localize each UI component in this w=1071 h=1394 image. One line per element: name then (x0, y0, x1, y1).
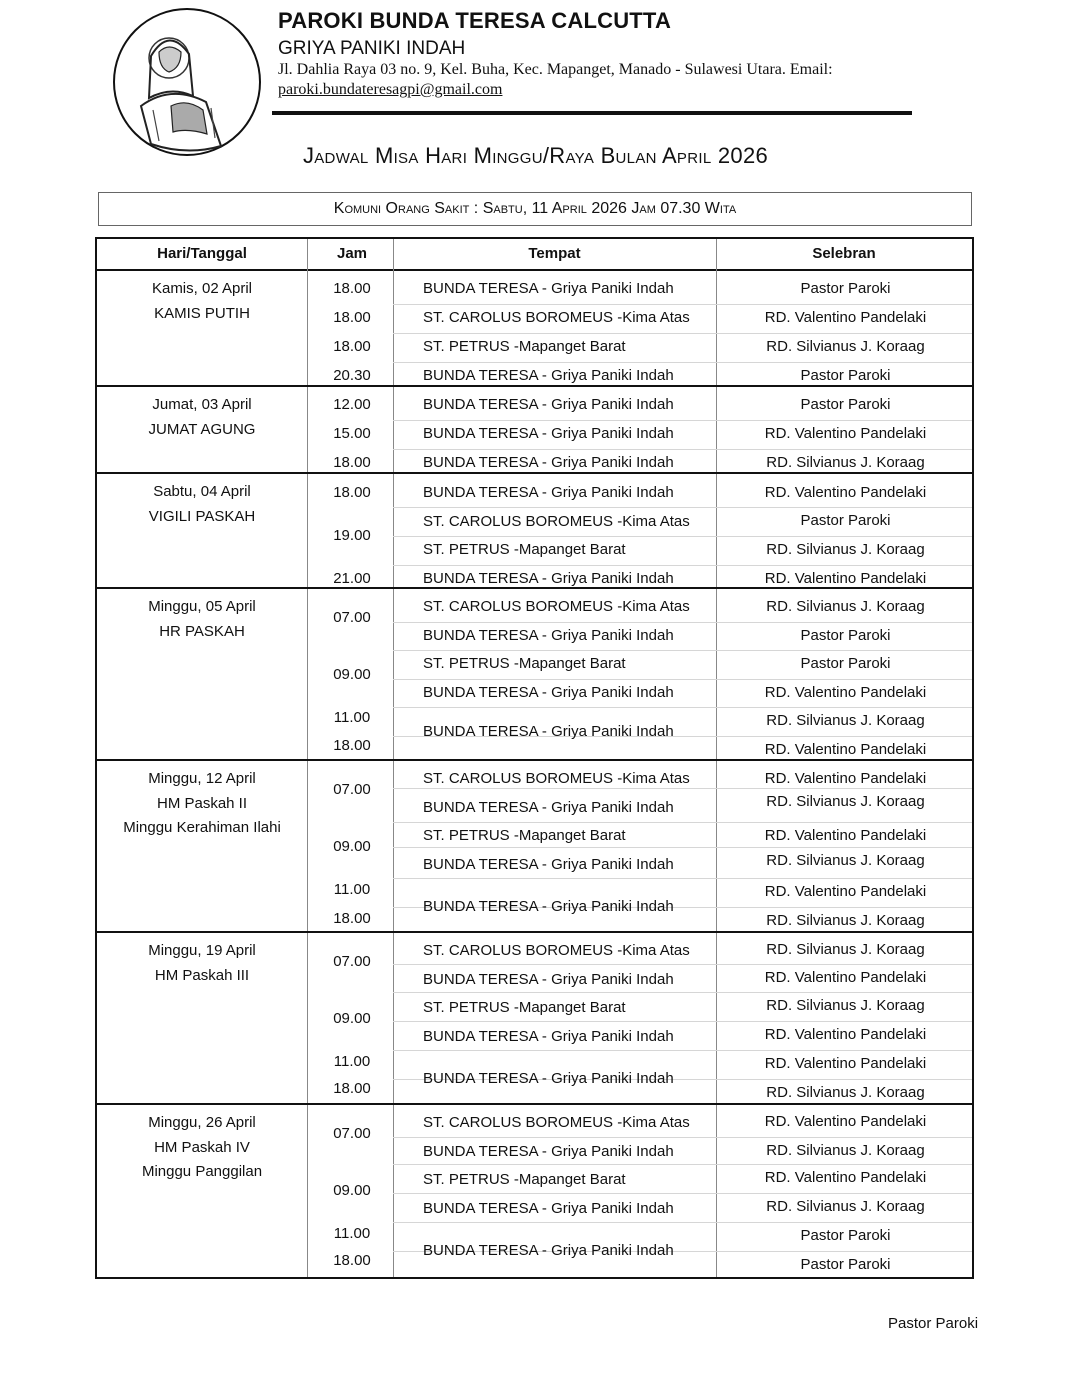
day-cell (97, 939, 307, 988)
row-separator (393, 536, 972, 537)
mass-celebrant: RD. Valentino Pandelaki (764, 1026, 927, 1043)
signature-label: Pastor Paroki (888, 1315, 979, 1332)
mass-celebrant: Pastor Paroki (800, 655, 891, 672)
mass-celebrant: Pastor Paroki (800, 396, 891, 413)
mass-location: ST. CAROLUS BOROMEUS -Kima Atas (423, 309, 690, 326)
row-separator (393, 707, 972, 708)
parish-address-block (278, 60, 928, 100)
mass-location: BUNDA TERESA - Griya Paniki Indah (423, 684, 674, 701)
mass-time: 21.00 (333, 570, 371, 587)
mass-location: BUNDA TERESA - Griya Paniki Indah (423, 484, 674, 501)
mass-celebrant: RD. Valentino Pandelaki (764, 1169, 927, 1186)
mass-celebrant: RD. Valentino Pandelaki (764, 770, 927, 787)
mass-location: BUNDA TERESA - Griya Paniki Indah (423, 799, 674, 816)
mass-celebrant: Pastor Paroki (800, 280, 891, 297)
mass-celebrant: RD. Silvianus J. Koraag (766, 941, 925, 958)
mass-celebrant: RD. Valentino Pandelaki (764, 741, 927, 758)
row-separator (393, 679, 972, 680)
mass-celebrant: RD. Silvianus J. Koraag (766, 997, 925, 1014)
mass-location: BUNDA TERESA - Griya Paniki Indah (423, 856, 674, 873)
mass-time: 18.00 (333, 454, 371, 471)
day-group (97, 933, 972, 1105)
day-occasion: Minggu Panggilan (141, 1163, 263, 1180)
mass-time: 18.00 (333, 737, 371, 754)
day-occasion: HM Paskah III (154, 966, 250, 984)
day-date: Sabtu, 04 April (153, 483, 251, 500)
mass-time: 20.30 (333, 367, 371, 384)
mass-time: 09.00 (333, 666, 371, 683)
day-occasion: JUMAT AGUNG (148, 420, 256, 438)
mass-location: BUNDA TERESA - Griya Paniki Indah (423, 1242, 674, 1259)
mass-celebrant: RD. Silvianus J. Koraag (766, 598, 925, 615)
row-separator (393, 1021, 972, 1022)
mass-location: ST. CAROLUS BOROMEUS -Kima Atas (423, 598, 690, 615)
mass-time: 07.00 (333, 1125, 371, 1142)
row-separator (393, 650, 972, 651)
mass-celebrant: RD. Silvianus J. Koraag (766, 338, 925, 355)
mass-location: BUNDA TERESA - Griya Paniki Indah (423, 1143, 674, 1160)
mass-location: BUNDA TERESA - Griya Paniki Indah (423, 425, 674, 442)
mass-location: ST. PETRUS -Mapanget Barat (423, 655, 626, 672)
mass-celebrant: RD. Silvianus J. Koraag (766, 1198, 925, 1215)
mass-time: 11.00 (333, 881, 371, 898)
row-separator (393, 964, 972, 965)
mass-time: 11.00 (333, 1225, 371, 1242)
row-separator (393, 362, 972, 363)
row-separator (393, 788, 972, 789)
mass-celebrant: RD. Valentino Pandelaki (764, 1055, 927, 1072)
mass-time: 12.00 (333, 396, 371, 413)
mass-celebrant: Pastor Paroki (800, 1227, 891, 1244)
row-separator (393, 507, 972, 508)
day-occasion: Minggu Kerahiman Ilahi (123, 819, 281, 836)
mass-location: ST. CAROLUS BOROMEUS -Kima Atas (423, 770, 690, 787)
mass-location: BUNDA TERESA - Griya Paniki Indah (423, 1028, 674, 1045)
mass-time: 07.00 (333, 781, 371, 798)
row-separator (393, 1164, 972, 1165)
day-occasion: VIGILI PASKAH (148, 507, 256, 525)
mass-time: 07.00 (333, 953, 371, 970)
row-separator (393, 1193, 972, 1194)
row-separator (393, 420, 972, 421)
day-occasion: HM Paskah II (156, 794, 248, 812)
mass-location: BUNDA TERESA - Griya Paniki Indah (423, 367, 674, 384)
day-date: Minggu, 12 April (148, 770, 256, 787)
mass-celebrant: RD. Silvianus J. Koraag (766, 1084, 925, 1101)
mass-celebrant: RD. Valentino Pandelaki (764, 425, 927, 442)
mass-time: 09.00 (333, 838, 371, 855)
day-cell (97, 595, 307, 644)
mass-celebrant: Pastor Paroki (800, 627, 891, 644)
row-separator (393, 878, 972, 879)
row-separator (393, 333, 972, 334)
mass-location: BUNDA TERESA - Griya Paniki Indah (423, 723, 674, 740)
mass-celebrant: RD. Valentino Pandelaki (764, 827, 927, 844)
header-jam: Jam (336, 245, 368, 262)
row-separator (393, 1137, 972, 1138)
header-selebran: Selebran (812, 245, 876, 262)
mass-location: BUNDA TERESA - Griya Paniki Indah (423, 396, 674, 413)
mass-location: ST. PETRUS -Mapanget Barat (423, 541, 626, 558)
row-separator (393, 622, 972, 623)
day-occasion: HM Paskah IV (154, 1138, 250, 1156)
mass-celebrant: RD. Valentino Pandelaki (764, 969, 927, 986)
parish-address: Jl. Dahlia Raya 03 no. 9, Kel. Buha, Kec. Mapanget, Manado - Sulawesi Utara. Email: (278, 61, 833, 78)
day-cell (97, 1111, 307, 1185)
header-divider (272, 111, 912, 115)
day-group (97, 271, 972, 387)
mass-location: BUNDA TERESA - Griya Paniki Indah (423, 1070, 674, 1087)
day-cell (97, 767, 307, 841)
mass-celebrant: RD. Silvianus J. Koraag (766, 852, 925, 869)
mass-celebrant: RD. Valentino Pandelaki (764, 883, 927, 900)
row-separator (393, 449, 972, 450)
row-separator (393, 1050, 972, 1051)
mass-location: ST. CAROLUS BOROMEUS -Kima Atas (423, 513, 690, 530)
document-title: Jadwal Misa Hari Minggu/Raya Bulan April 2026 (302, 143, 769, 168)
mass-time: 18.00 (333, 910, 371, 927)
mass-celebrant: RD. Silvianus J. Koraag (766, 712, 925, 729)
mass-location: BUNDA TERESA - Griya Paniki Indah (423, 280, 674, 297)
day-date: Kamis, 02 April (151, 280, 253, 297)
mass-celebrant: RD. Silvianus J. Koraag (766, 793, 925, 810)
day-date: Minggu, 19 April (148, 942, 256, 959)
header-tempat: Tempat (528, 245, 581, 262)
parish-logo (111, 6, 263, 158)
day-occasion: KAMIS PUTIH (154, 304, 250, 322)
mass-celebrant: RD. Silvianus J. Koraag (766, 541, 925, 558)
mass-celebrant: RD. Silvianus J. Koraag (766, 454, 925, 471)
mass-time: 19.00 (333, 527, 371, 544)
mass-schedule-table (95, 237, 974, 1279)
header-hari-tanggal: Hari/Tanggal (157, 245, 247, 262)
mass-time: 15.00 (333, 425, 371, 442)
mass-location: BUNDA TERESA - Griya Paniki Indah (423, 971, 674, 988)
mass-time: 11.00 (333, 709, 371, 726)
mass-time: 18.00 (333, 338, 371, 355)
mass-time: 11.00 (333, 1053, 371, 1070)
mass-time: 18.00 (333, 484, 371, 501)
day-group (97, 387, 972, 474)
mass-location: BUNDA TERESA - Griya Paniki Indah (423, 454, 674, 471)
day-occasion: HR PASKAH (159, 622, 245, 640)
mass-time: 18.00 (333, 280, 371, 297)
parish-name: PAROKI BUNDA TERESA CALCUTTA (278, 8, 672, 33)
mass-time: 07.00 (333, 609, 371, 626)
mass-location: ST. CAROLUS BOROMEUS -Kima Atas (423, 1114, 690, 1131)
parish-subtitle: GRIYA PANIKI INDAH (278, 38, 466, 59)
day-cell (97, 277, 307, 326)
mass-location: BUNDA TERESA - Griya Paniki Indah (423, 898, 674, 915)
mass-time: 18.00 (333, 1252, 371, 1269)
day-cell (97, 480, 307, 529)
day-group (97, 1105, 972, 1277)
mass-celebrant: Pastor Paroki (800, 1256, 891, 1273)
row-separator (393, 565, 972, 566)
mass-location: BUNDA TERESA - Griya Paniki Indah (423, 627, 674, 644)
row-separator (393, 304, 972, 305)
mass-location: ST. CAROLUS BOROMEUS -Kima Atas (423, 942, 690, 959)
communion-notice: Komuni Orang Sakit : Sabtu, 11 April 2026 Jam 07.30 Wita (98, 192, 972, 226)
mass-celebrant: RD. Valentino Pandelaki (764, 1113, 927, 1130)
mass-celebrant: RD. Valentino Pandelaki (764, 684, 927, 701)
mass-celebrant: Pastor Paroki (800, 367, 891, 384)
mass-time: 18.00 (333, 309, 371, 326)
mass-location: ST. PETRUS -Mapanget Barat (423, 827, 626, 844)
mass-celebrant: RD. Silvianus J. Koraag (766, 1142, 925, 1159)
row-separator (393, 1222, 972, 1223)
day-date: Jumat, 03 April (152, 396, 252, 413)
row-separator (393, 822, 972, 823)
day-group (97, 474, 972, 589)
day-group (97, 589, 972, 761)
row-separator (393, 847, 972, 848)
day-group (97, 761, 972, 933)
mass-location: BUNDA TERESA - Griya Paniki Indah (423, 570, 674, 587)
mass-celebrant: RD. Valentino Pandelaki (764, 570, 927, 587)
mass-location: ST. PETRUS -Mapanget Barat (423, 338, 626, 355)
row-separator (393, 992, 972, 993)
mass-celebrant: RD. Valentino Pandelaki (764, 484, 927, 501)
mass-time: 09.00 (333, 1182, 371, 1199)
mass-celebrant: Pastor Paroki (800, 512, 891, 529)
mass-time: 18.00 (333, 1080, 371, 1097)
day-date: Minggu, 05 April (148, 598, 256, 615)
mass-celebrant: RD. Silvianus J. Koraag (766, 912, 925, 929)
day-date: Minggu, 26 April (148, 1114, 256, 1131)
parish-email[interactable]: paroki.bundateresagpi@gmail.com (278, 81, 503, 98)
mass-celebrant: RD. Valentino Pandelaki (764, 309, 927, 326)
mass-location: ST. PETRUS -Mapanget Barat (423, 999, 626, 1016)
day-cell (97, 393, 307, 442)
mass-time: 09.00 (333, 1010, 371, 1027)
mass-location: BUNDA TERESA - Griya Paniki Indah (423, 1200, 674, 1217)
mass-location: ST. PETRUS -Mapanget Barat (423, 1171, 626, 1188)
